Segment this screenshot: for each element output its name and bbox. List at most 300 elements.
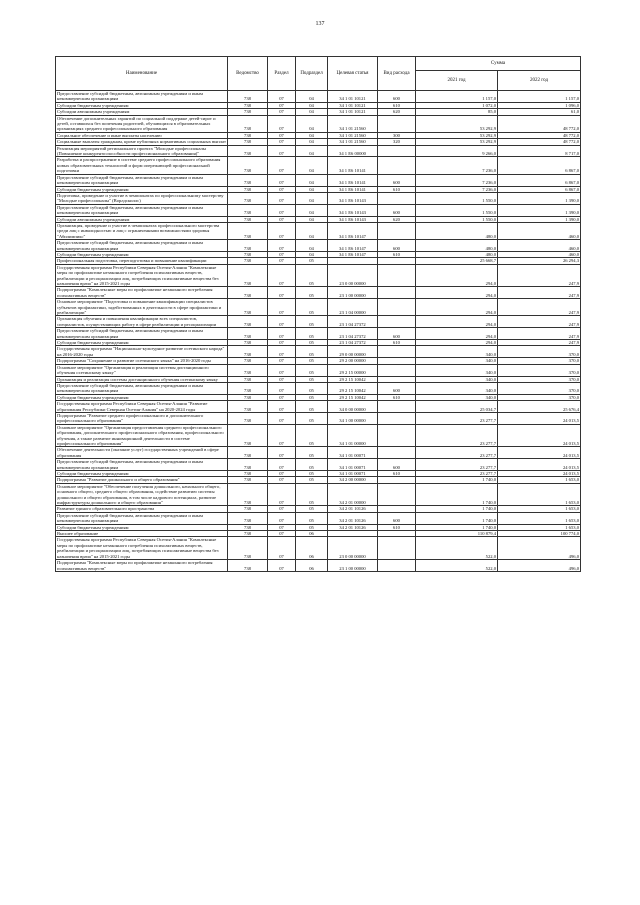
table-row [56, 459, 581, 471]
row-subsection: 04 [296, 204, 328, 216]
row-agency: 738 [228, 424, 268, 447]
row-subsection: 04 [296, 186, 328, 192]
row-expense-type: 600 [378, 459, 416, 471]
row-name: Организация, проведение и участие в чемпионатах профессионального мастерства среди лиц с инвалидностью и лиц с ограниченными возможностями здоровья "Абилимпикс" [56, 222, 228, 239]
row-expense-type: 320 [378, 139, 416, 145]
row-agency: 738 [228, 157, 268, 174]
table-row [56, 346, 581, 358]
row-agency: 738 [228, 139, 268, 145]
row-agency: 738 [228, 394, 268, 400]
header-quantity: Ведомство [228, 57, 268, 91]
row-expense-type [378, 316, 416, 328]
row-name: Государственная программа Республики Северная Осетия-Алания "Комплексные меры по профилактике незаконного потребления психоактивных веществ, реабилитации и ресоциализации лиц, потребляющих психоактивные вещества без назначения врача" на 2015-2021 годы [56, 264, 228, 287]
table-row [56, 174, 581, 186]
row-agency: 738 [228, 483, 268, 506]
row-subsection: 04 [296, 139, 328, 145]
row-section: 07 [268, 424, 296, 447]
row-expense-type: 600 [378, 328, 416, 340]
row-subsection: 05 [296, 358, 328, 364]
row-amount-2021: 23 277,7 [416, 471, 498, 477]
row-agency: 738 [228, 459, 268, 471]
row-amount-2022: 8 717,0 [498, 145, 581, 157]
row-expense-type [378, 157, 416, 174]
row-section: 07 [268, 240, 296, 252]
row-amount-2021: 7 236,0 [416, 186, 498, 192]
row-amount-2021: 1 550,0 [416, 192, 498, 204]
row-expense-type [378, 401, 416, 413]
row-target-article: 34 1 E6 10147 [328, 251, 378, 257]
row-subsection: 06 [296, 537, 328, 560]
header-year-1: 2021 год [416, 71, 498, 91]
row-amount-2021: 53 292,9 [416, 132, 498, 138]
row-agency: 738 [228, 240, 268, 252]
row-amount-2021: 294,0 [416, 264, 498, 287]
row-name: Субсидии бюджетным учреждениям [56, 251, 228, 257]
row-amount-2021: 340,0 [416, 358, 498, 364]
row-amount-2022: 24 013,5 [498, 424, 581, 447]
row-section: 07 [268, 506, 296, 512]
row-subsection: 05 [296, 524, 328, 530]
row-amount-2021: 1 550,0 [416, 204, 498, 216]
row-amount-2022: 100 774,0 [498, 531, 581, 537]
row-amount-2022: 6 867,0 [498, 157, 581, 174]
row-amount-2021: 294,0 [416, 299, 498, 316]
table-row [56, 222, 581, 239]
row-subsection: 05 [296, 424, 328, 447]
row-target-article: 34 1 01 10121 [328, 102, 378, 108]
header-year-2: 2022 год [498, 71, 581, 91]
row-amount-2021: 294,0 [416, 328, 498, 340]
row-name: Субсидии бюджетным учреждениям [56, 524, 228, 530]
row-section: 07 [268, 216, 296, 222]
table-row [56, 382, 581, 394]
table-row [56, 560, 581, 572]
table-row [56, 299, 581, 316]
row-amount-2021: 294,0 [416, 287, 498, 299]
table-row [56, 240, 581, 252]
row-expense-type: 620 [378, 216, 416, 222]
row-amount-2021: 25 034,7 [416, 401, 498, 413]
row-subsection: 05 [296, 258, 328, 264]
row-section: 07 [268, 328, 296, 340]
row-name: Предоставление субсидий бюджетным, автономным учреждениям и иным некоммерческим организациям [56, 382, 228, 394]
row-amount-2022: 247,9 [498, 328, 581, 340]
row-amount-2021: 480,0 [416, 251, 498, 257]
row-name: Предоставление субсидий бюджетным, автономным учреждениям и иным некоммерческим организациям [56, 204, 228, 216]
row-agency: 738 [228, 91, 268, 103]
row-name: Субсидии бюджетным учреждениям [56, 394, 228, 400]
row-expense-type: 600 [378, 512, 416, 524]
row-amount-2021: 340,0 [416, 376, 498, 382]
row-target-article: 34 2 00 00000 [328, 477, 378, 483]
row-subsection: 06 [296, 560, 328, 572]
header-amount: Сумма [416, 57, 581, 71]
row-name: Предоставление субсидий бюджетным, автономным учреждениям и иным некоммерческим организациям [56, 240, 228, 252]
row-agency: 738 [228, 264, 268, 287]
row-target-article: 34 1 01 00071 [328, 459, 378, 471]
row-target-article: 23 1 04 27372 [328, 328, 378, 340]
row-expense-type: 610 [378, 186, 416, 192]
row-expense-type [378, 560, 416, 572]
table-row [56, 364, 581, 376]
row-amount-2022: 6 867,0 [498, 174, 581, 186]
row-section: 07 [268, 447, 296, 459]
table-row [56, 316, 581, 328]
row-amount-2022: 1 096,0 [498, 102, 581, 108]
header-expense-type: Вид расхода [378, 57, 416, 91]
row-amount-2021: 480,0 [416, 240, 498, 252]
row-name: Субсидии автономным учреждениям [56, 109, 228, 115]
header-target-article: Целевая статья [328, 57, 378, 91]
row-name: Субсидии бюджетным учреждениям [56, 102, 228, 108]
row-target-article: 29 2 15 10042 [328, 394, 378, 400]
row-section: 07 [268, 382, 296, 394]
row-amount-2021: 340,0 [416, 346, 498, 358]
row-section: 07 [268, 157, 296, 174]
table-header [56, 57, 581, 91]
row-name: Субсидии бюджетным учреждениям [56, 340, 228, 346]
row-agency: 738 [228, 222, 268, 239]
row-target-article: 29 2 15 10042 [328, 376, 378, 382]
table-row [56, 512, 581, 524]
row-subsection: 05 [296, 412, 328, 424]
table-row [56, 157, 581, 174]
row-target-article: 34 2 01 10126 [328, 506, 378, 512]
row-agency: 738 [228, 102, 268, 108]
row-amount-2022: 1 653,0 [498, 512, 581, 524]
row-subsection: 05 [296, 328, 328, 340]
row-amount-2022: 247,9 [498, 340, 581, 346]
row-agency: 738 [228, 109, 268, 115]
row-subsection: 05 [296, 483, 328, 506]
row-section: 07 [268, 346, 296, 358]
row-agency: 738 [228, 145, 268, 157]
row-subsection: 05 [296, 346, 328, 358]
row-target-article: 34 2 01 10126 [328, 512, 378, 524]
row-amount-2022: 48 772,0 [498, 139, 581, 145]
row-expense-type: 610 [378, 471, 416, 477]
table-body [56, 91, 581, 572]
row-subsection: 04 [296, 109, 328, 115]
row-subsection: 04 [296, 102, 328, 108]
row-amount-2022: 496,0 [498, 560, 581, 572]
row-subsection: 05 [296, 447, 328, 459]
row-agency: 738 [228, 382, 268, 394]
row-agency: 738 [228, 560, 268, 572]
row-target-article: 23 1 00 00000 [328, 287, 378, 299]
row-amount-2022: 1 653,0 [498, 477, 581, 483]
row-amount-2021: 522,0 [416, 537, 498, 560]
row-target-article: 34 1 E6 10141 [328, 186, 378, 192]
row-amount-2022: 370,0 [498, 358, 581, 364]
row-target-article: 34 0 00 00000 [328, 401, 378, 413]
row-agency: 738 [228, 471, 268, 477]
row-amount-2021: 1 740,0 [416, 506, 498, 512]
row-expense-type [378, 346, 416, 358]
budget-table [55, 56, 581, 572]
row-target-article: 34 1 E6 00000 [328, 145, 378, 157]
row-target-article: 34 1 01 21560 [328, 139, 378, 145]
row-subsection: 04 [296, 251, 328, 257]
row-name: Государственная программа Республики Северная Осетия-Алания "Комплексные меры по профилактике незаконного потребления психоактивных веществ, реабилитации и ресоциализации лиц, потребляющих психоактивные вещества без назначения врача" на 2015-2021 годы [56, 537, 228, 560]
row-section: 07 [268, 145, 296, 157]
page-number: 137 [315, 21, 325, 27]
row-name: Организация и реализация системы дистанционного обучения осетинскому языку [56, 376, 228, 382]
row-name: Подготовка, проведение и участие в чемпионатах по профессиональному мастерству "Молодые профессионалы" (Ворлдскиллс) [56, 192, 228, 204]
row-target-article: 34 1 01 21560 [328, 115, 378, 132]
row-amount-2022: 247,9 [498, 299, 581, 316]
row-name: Разработка и распространение в системе среднего профессионального образования новых образовательных технологий и форм опережающей профессиональной подготовки [56, 157, 228, 174]
row-section: 07 [268, 471, 296, 477]
row-name: Субсидии автономным учреждениям [56, 216, 228, 222]
row-expense-type: 600 [378, 174, 416, 186]
row-section: 07 [268, 174, 296, 186]
row-amount-2022: 370,0 [498, 376, 581, 382]
row-expense-type: 610 [378, 340, 416, 346]
row-expense-type [378, 287, 416, 299]
row-amount-2022: 6 867,0 [498, 186, 581, 192]
row-expense-type: 620 [378, 109, 416, 115]
row-subsection: 05 [296, 401, 328, 413]
row-subsection: 04 [296, 157, 328, 174]
row-target-article: 34 1 E6 10141 [328, 174, 378, 186]
row-expense-type [378, 483, 416, 506]
header-name: Наименование [56, 57, 228, 91]
row-target-article: 34 1 01 10121 [328, 109, 378, 115]
row-name: Высшее образование [56, 531, 228, 537]
row-expense-type [378, 364, 416, 376]
row-agency: 738 [228, 258, 268, 264]
row-name: Основное мероприятие "Организация и реализация системы дистанционного обучения осетинскому языку" [56, 364, 228, 376]
row-amount-2021: 23 277,7 [416, 412, 498, 424]
row-section: 07 [268, 91, 296, 103]
row-section: 07 [268, 186, 296, 192]
row-target-article: 23 0 00 00000 [328, 264, 378, 287]
row-agency: 738 [228, 316, 268, 328]
row-target-article: 23 0 00 00000 [328, 537, 378, 560]
row-amount-2021: 25 668,7 [416, 258, 498, 264]
row-agency: 738 [228, 115, 268, 132]
row-amount-2021: 1 740,0 [416, 512, 498, 524]
row-target-article: 23 1 00 00000 [328, 560, 378, 572]
table-row [56, 145, 581, 157]
row-expense-type [378, 447, 416, 459]
row-agency: 738 [228, 192, 268, 204]
row-target-article: 34 1 00 00000 [328, 412, 378, 424]
row-agency: 738 [228, 186, 268, 192]
row-section: 07 [268, 204, 296, 216]
row-amount-2022: 460,0 [498, 251, 581, 257]
row-expense-type [378, 192, 416, 204]
row-amount-2022: 247,9 [498, 316, 581, 328]
table-row [56, 115, 581, 132]
row-expense-type: 600 [378, 204, 416, 216]
row-agency: 738 [228, 287, 268, 299]
row-name: Предоставление субсидий бюджетным, автономным учреждениям и иным некоммерческим организациям [56, 328, 228, 340]
row-target-article: 34 1 01 21560 [328, 132, 378, 138]
row-name: Предоставление субсидий бюджетным, автономным учреждениям и иным некоммерческим организациям [56, 512, 228, 524]
row-expense-type: 600 [378, 382, 416, 394]
row-amount-2021: 1 550,0 [416, 216, 498, 222]
row-agency: 738 [228, 524, 268, 530]
row-section: 07 [268, 222, 296, 239]
row-name: Субсидии бюджетным учреждениям [56, 186, 228, 192]
row-subsection: 04 [296, 192, 328, 204]
row-section: 07 [268, 394, 296, 400]
row-section: 07 [268, 560, 296, 572]
row-subsection: 05 [296, 316, 328, 328]
row-name: Социальное обеспечение и иные выплаты населению [56, 132, 228, 138]
row-amount-2021: 340,0 [416, 364, 498, 376]
row-target-article: 34 1 01 00000 [328, 424, 378, 447]
row-amount-2022: 24 013,5 [498, 459, 581, 471]
row-name: Субсидии бюджетным учреждениям [56, 471, 228, 477]
row-target-article: 34 2 01 00000 [328, 483, 378, 506]
row-subsection: 05 [296, 299, 328, 316]
row-subsection: 05 [296, 264, 328, 287]
row-subsection: 04 [296, 240, 328, 252]
row-subsection: 04 [296, 132, 328, 138]
row-amount-2022: 370,0 [498, 346, 581, 358]
row-name: Основное мероприятие "Организация предоставления среднего профессионального образования, дополнительного профессионального образования, профессионального обучения, а также развитие инновационной деятельности в системе профессионального образования" [56, 424, 228, 447]
row-amount-2021: 522,0 [416, 560, 498, 572]
row-amount-2021: 7 236,0 [416, 174, 498, 186]
row-name: Подпрограмма "Развитие дошкольного и общего образования" [56, 477, 228, 483]
row-subsection: 05 [296, 340, 328, 346]
row-target-article: 34 1 E6 10147 [328, 240, 378, 252]
row-agency: 738 [228, 376, 268, 382]
row-amount-2022: 460,0 [498, 222, 581, 239]
row-amount-2022: 1 390,0 [498, 216, 581, 222]
row-amount-2021: 1 072,0 [416, 102, 498, 108]
row-agency: 738 [228, 447, 268, 459]
row-name: Подпрограмма "Комплексные меры по профилактике незаконного потребления психоактивных веществ" [56, 560, 228, 572]
header-section: Раздел [268, 57, 296, 91]
row-section: 07 [268, 251, 296, 257]
row-amount-2021: 23 277,7 [416, 459, 498, 471]
row-target-article: 34 1 01 10121 [328, 91, 378, 103]
row-section: 07 [268, 401, 296, 413]
row-subsection: 04 [296, 145, 328, 157]
row-amount-2022: 496,0 [498, 537, 581, 560]
row-amount-2022: 247,9 [498, 264, 581, 287]
row-amount-2022: 1 390,0 [498, 192, 581, 204]
row-name: Государственная программа "Национально-культурное развитие осетинского народа" на 2016-2020 годы [56, 346, 228, 358]
row-amount-2021: 294,0 [416, 340, 498, 346]
row-amount-2021: 53 292,9 [416, 115, 498, 132]
row-subsection: 05 [296, 471, 328, 477]
row-agency: 738 [228, 340, 268, 346]
row-target-article: 23 1 04 00000 [328, 299, 378, 316]
row-name: Основное мероприятие "Подготовка и повышение квалификации специалистов субъектов профилактики, задействованных в деятельности в сфере профилактики и реабилитации" [56, 299, 228, 316]
row-amount-2022: 1 390,0 [498, 204, 581, 216]
row-subsection: 04 [296, 115, 328, 132]
row-amount-2022: 370,0 [498, 364, 581, 376]
table-row [56, 192, 581, 204]
row-target-article: 29 0 00 00000 [328, 346, 378, 358]
row-agency: 738 [228, 531, 268, 537]
row-name: Обеспечение дополнительных гарантий по социальной поддержке детей-сирот и детей, оставшихся без попечения родителей, обучающихся в образовательных организациях среднего профессионального образования [56, 115, 228, 132]
table-row [56, 483, 581, 506]
row-expense-type [378, 299, 416, 316]
row-section: 07 [268, 132, 296, 138]
row-agency: 738 [228, 328, 268, 340]
row-amount-2021: 1 740,0 [416, 477, 498, 483]
row-amount-2021: 340,0 [416, 382, 498, 394]
row-agency: 738 [228, 204, 268, 216]
table-row [56, 328, 581, 340]
row-amount-2021: 110 879,4 [416, 531, 498, 537]
row-name: Предоставление субсидий бюджетным, автономным учреждениям и иным некоммерческим организациям [56, 174, 228, 186]
row-expense-type [378, 115, 416, 132]
row-expense-type [378, 412, 416, 424]
row-agency: 738 [228, 506, 268, 512]
row-section: 07 [268, 412, 296, 424]
row-expense-type [378, 264, 416, 287]
row-amount-2021: 85,0 [416, 109, 498, 115]
row-amount-2021: 480,0 [416, 222, 498, 239]
row-amount-2022: 460,0 [498, 240, 581, 252]
row-expense-type: 600 [378, 91, 416, 103]
row-section: 07 [268, 258, 296, 264]
row-section: 07 [268, 102, 296, 108]
row-subsection: 05 [296, 376, 328, 382]
row-expense-type: 300 [378, 132, 416, 138]
row-target-article: 34 1 E6 10143 [328, 216, 378, 222]
table-row [56, 91, 581, 103]
row-target-article: 34 1 E6 10143 [328, 192, 378, 204]
row-name: Предоставление субсидий бюджетным, автономным учреждениям и иным некоммерческим организациям [56, 91, 228, 103]
row-section: 07 [268, 524, 296, 530]
row-target-article: 23 1 04 27372 [328, 340, 378, 346]
row-agency: 738 [228, 358, 268, 364]
table-row [56, 447, 581, 459]
row-section: 07 [268, 115, 296, 132]
row-amount-2022: 48 772,0 [498, 115, 581, 132]
row-expense-type: 600 [378, 240, 416, 252]
row-name: Предоставление субсидий бюджетным, автономным учреждениям и иным некоммерческим организациям [56, 459, 228, 471]
table-row [56, 537, 581, 560]
row-agency: 738 [228, 512, 268, 524]
row-name: Обеспечение деятельности (оказание услуг) государственных учреждений в сфере образования [56, 447, 228, 459]
row-section: 07 [268, 459, 296, 471]
row-amount-2022: 1 653,0 [498, 483, 581, 506]
row-amount-2022: 24 013,5 [498, 447, 581, 459]
row-expense-type: 610 [378, 524, 416, 530]
row-subsection: 06 [296, 531, 328, 537]
row-section: 07 [268, 364, 296, 376]
row-subsection: 05 [296, 364, 328, 376]
row-target-article: 34 1 E6 10141 [328, 157, 378, 174]
row-subsection: 04 [296, 91, 328, 103]
row-expense-type [378, 537, 416, 560]
row-subsection: 05 [296, 512, 328, 524]
row-amount-2022: 25 676,4 [498, 401, 581, 413]
row-section: 07 [268, 109, 296, 115]
row-target-article: 29 2 15 10042 [328, 382, 378, 394]
table-row [56, 264, 581, 287]
row-amount-2022: 24 013,5 [498, 412, 581, 424]
row-target-article: 34 1 E6 10147 [328, 222, 378, 239]
row-agency: 738 [228, 346, 268, 358]
row-amount-2022: 1 653,0 [498, 524, 581, 530]
row-target-article: 34 1 01 00071 [328, 447, 378, 459]
row-name: Профессиональная подготовка, переподготовка и повышение квалификации [56, 258, 228, 264]
row-expense-type: 610 [378, 394, 416, 400]
row-amount-2021: 294,0 [416, 316, 498, 328]
row-agency: 738 [228, 401, 268, 413]
row-amount-2021: 9 266,0 [416, 145, 498, 157]
